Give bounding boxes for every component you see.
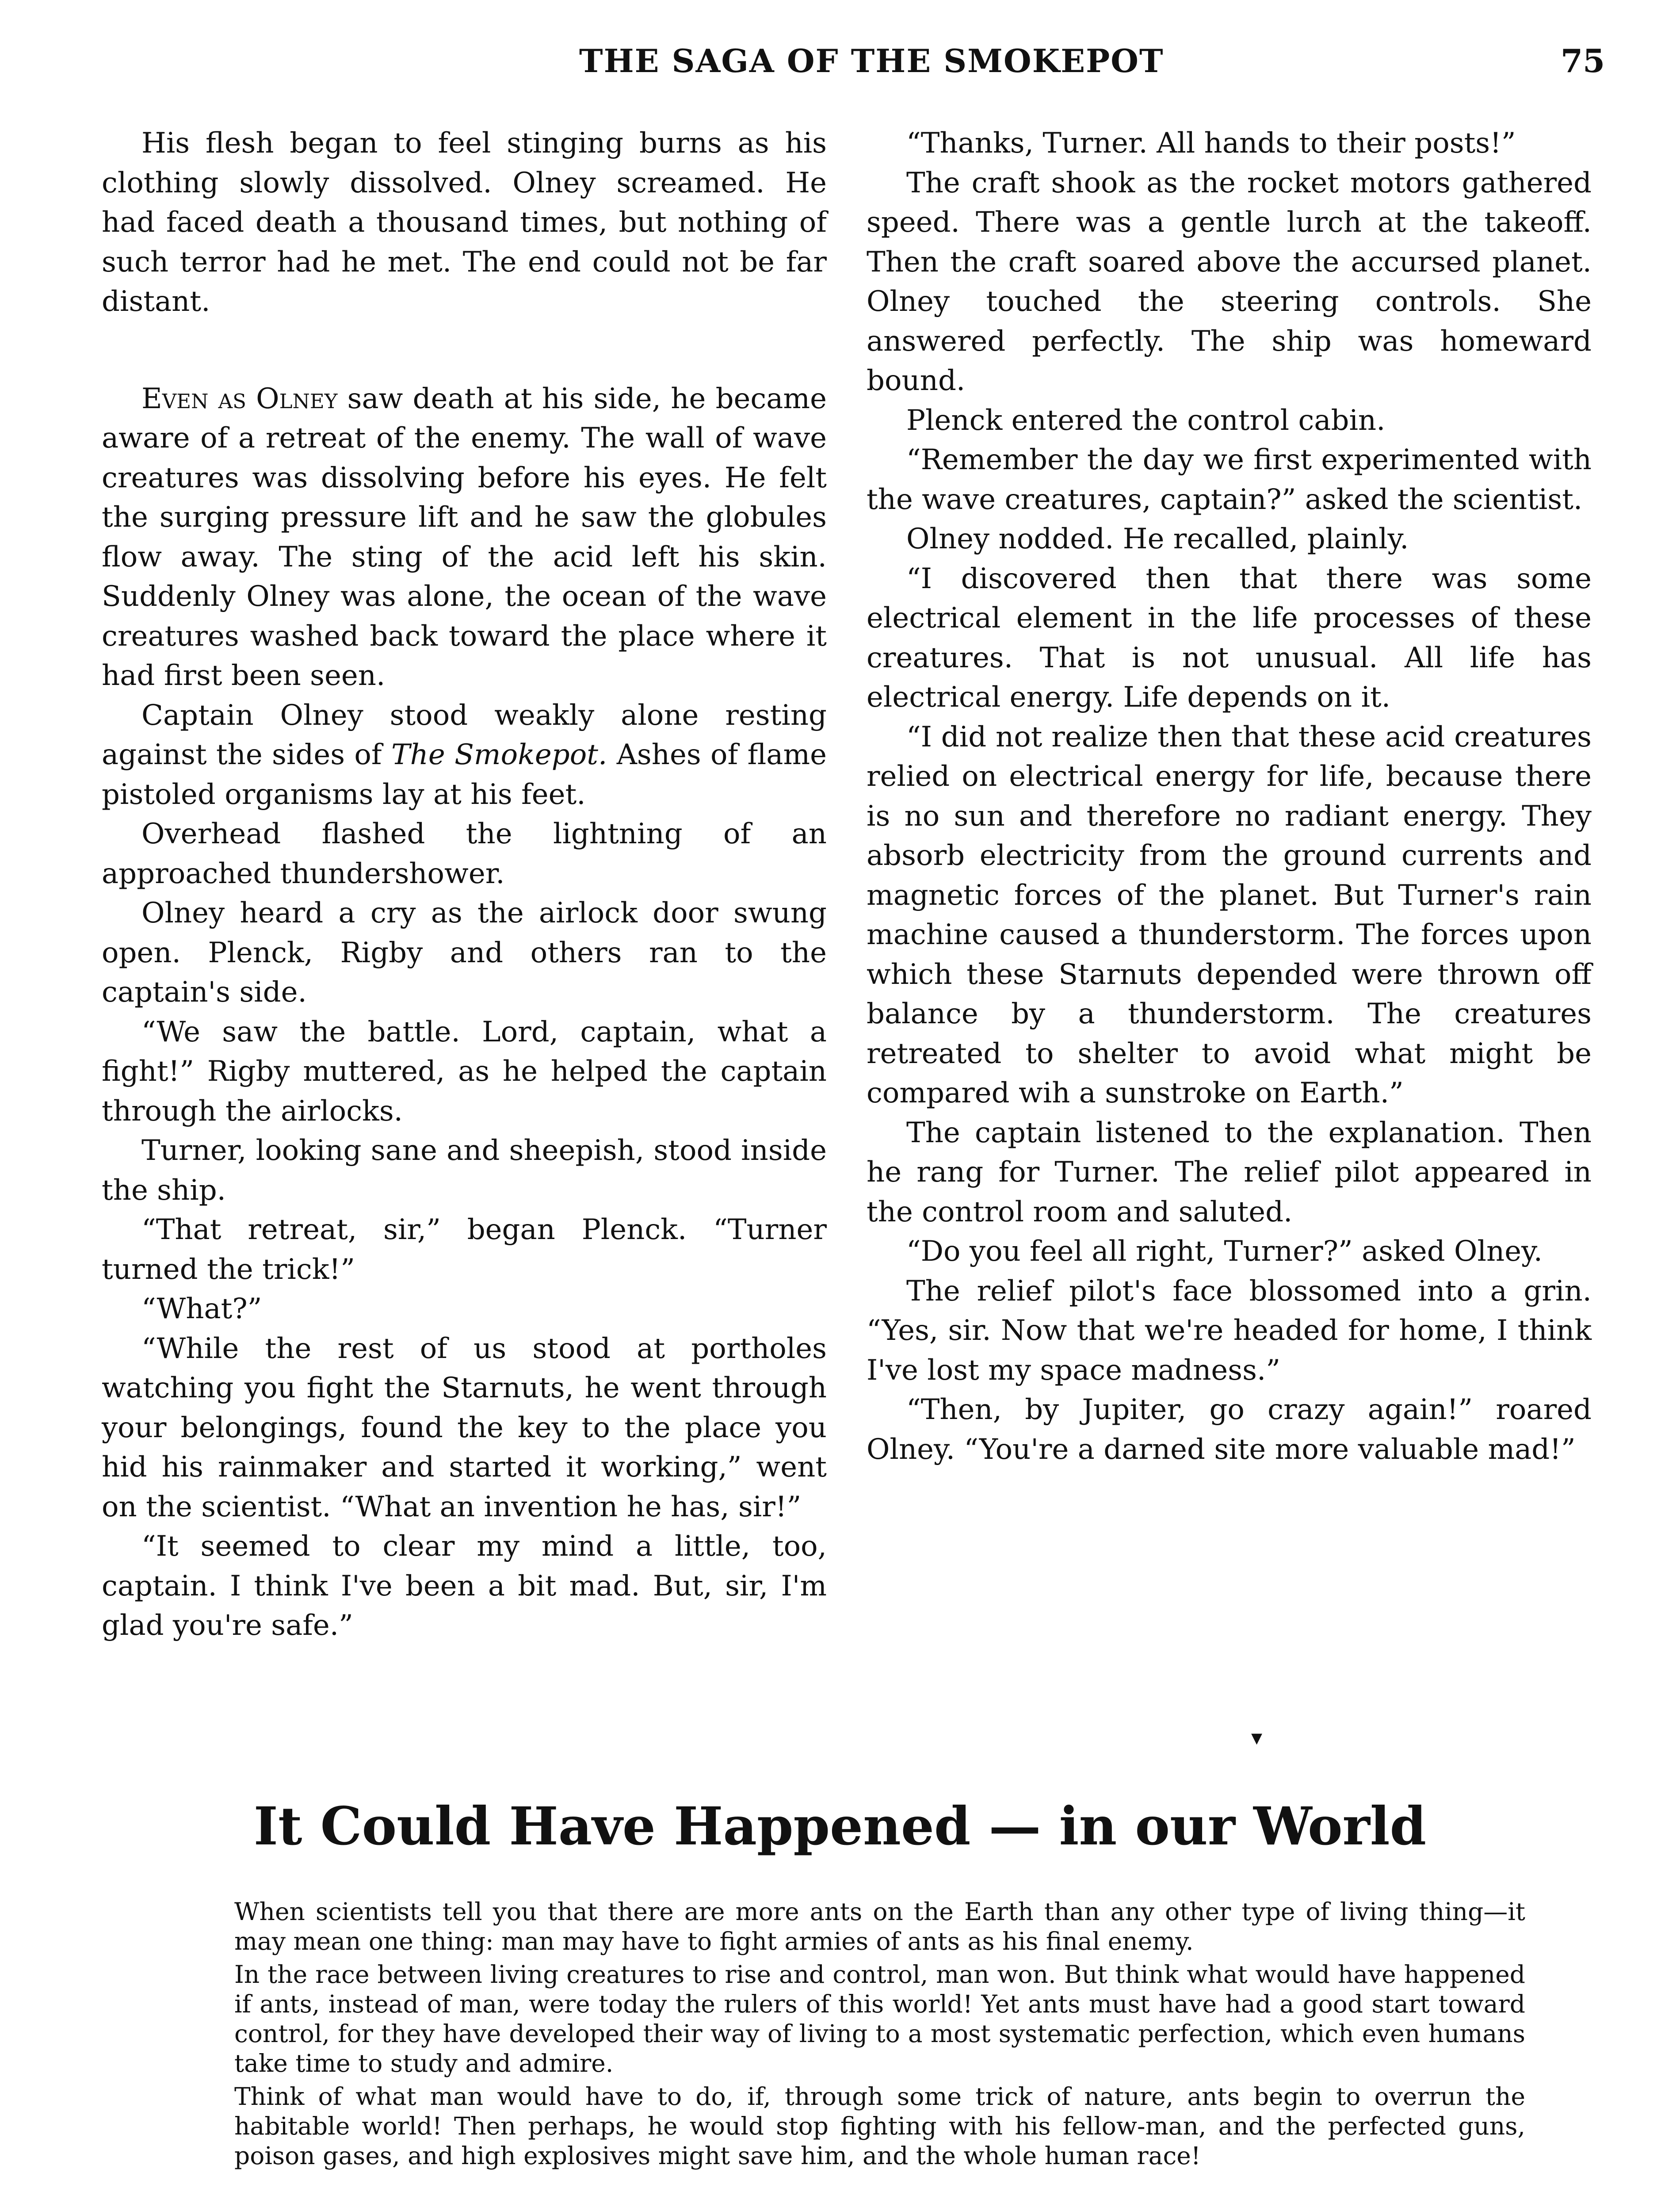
story-paragraph: “What?” — [141, 1293, 262, 1325]
story-paragraph: “Remember the day we first experimented with the wave creatures, captain?” asked the scientist. — [867, 444, 1592, 516]
story-paragraph: The relief pilot's face blossomed into a grin. “Yes, sir. Now that we're headed for home, I think I've lost my space madness.” — [867, 1274, 1592, 1387]
story-paragraph: “Then, by Jupiter, go crazy again!” roared Olney. “You're a darned site more valuable mad!” — [867, 1393, 1592, 1466]
filler-article-title: It Could Have Happened — in our World — [253, 1795, 1427, 1857]
story-paragraph: Olney heard a cry as the airlock door swung open. Plenck, Rigby and others ran to the captain's side. — [102, 897, 827, 1009]
text-run: Ashes of flame pistoled organisms lay at his feet. — [102, 738, 827, 811]
story-paragraph: The captain listened to the explanation. Then he rang for Turner. The relief pilot appeared in the control room and saluted. — [867, 1116, 1592, 1228]
story-left-column — [102, 124, 827, 1646]
story-paragraph: “Do you feel all right, Turner?” asked Olney. — [906, 1235, 1543, 1268]
section-text: saw death at his side, he became aware of a retreat of the enemy. The wall of wave creatures was dissolving before his eyes. He felt the surging pressure lift and he saw the globules flow away. The sting of the acid left his skin. Suddenly Olney was alone, the ocean of the wave creatures washed back toward the place where it had first been seen. — [102, 382, 827, 692]
story-paragraph: “I discovered then that there was some electrical element in the life processes of these creatures. That is not unusual. All life has electrical energy. Life depends on it. — [867, 562, 1592, 714]
story-paragraph: His flesh began to feel stinging burns as his clothing slowly dissolved. Olney screamed. He had faced death a thousand times, but nothing of such terror had he met. The end could not be far distant. — [102, 127, 827, 318]
filler-article-body — [234, 1897, 1525, 2174]
ship-name: The Smokepot. — [391, 738, 607, 771]
story-paragraph — [102, 696, 827, 815]
story-paragraph: “Thanks, Turner. All hands to their posts!” — [906, 127, 1516, 160]
story-paragraph: The craft shook as the rocket motors gathered speed. There was a gentle lurch at the takeoff. Then the craft soared above the accursed planet. Olney touched the steering controls. She answered perfectly. The ship was homeward bound. — [867, 166, 1592, 397]
story-paragraph: “I did not realize then that these acid creatures relied on electrical energy for life, because there is no sun and therefore no radiant energy. They absorb electricity from the ground currents and magnetic forces of the planet. But Turner's rain machine caused a thunderstorm. The forces upon which these Starnuts depended were thrown off balance by a thunderstorm. The creatures retreated to shelter to avoid what might be compared wih a sunstroke on Earth.” — [867, 720, 1592, 1109]
story-paragraph: Plenck entered the control cabin. — [906, 404, 1386, 437]
section-lead-in: Even as Olney — [141, 382, 338, 415]
story-paragraph: Olney nodded. He recalled, plainly. — [906, 523, 1409, 555]
filler-paragraph: In the race between living creatures to rise and control, man won. But think what would have happened if ants, instead of man, were today the rulers of this world! Yet ants must have had a good start toward control, for they have developed their way of living to a most systematic perfection, which even humans take time to study and admire. — [234, 1960, 1525, 2077]
story-paragraph: “It seemed to clear my mind a little, too, captain. I think I've been a bit mad. But, sir, I'm glad you're safe.” — [102, 1530, 827, 1642]
story-right-column — [867, 124, 1592, 1469]
story-paragraph-section-start — [102, 379, 827, 696]
text-run: Captain Olney stood weakly alone resting against the sides of — [102, 699, 827, 771]
story-paragraph: Overhead flashed the lightning of an approached thundershower. — [102, 818, 827, 890]
story-paragraph: “That retreat, sir,” began Plenck. “Turner turned the trick!” — [102, 1213, 827, 1286]
story-paragraph: “We saw the battle. Lord, captain, what a fight!” Rigby muttered, as he helped the captain through the airlocks. — [102, 1015, 827, 1128]
end-of-story-mark: ▾ — [1251, 1725, 1263, 1750]
running-title: THE SAGA OF THE SMOKEPOT — [579, 42, 1164, 80]
filler-paragraph: Think of what man would have to do, if, through some trick of nature, ants begin to overrun the habitable world! Then perhaps, he would stop fighting with his fellow-man, and the perfected guns, poison gases, and high explosives might save him, and the whole human race! — [234, 2082, 1525, 2170]
page-number: 75 — [1561, 42, 1605, 80]
filler-paragraph: When scientists tell you that there are more ants on the Earth than any other type of living thing—it may mean one thing: man may have to fight armies of ants as his final enemy. — [234, 1897, 1525, 1955]
story-paragraph: Turner, looking sane and sheepish, stood inside the ship. — [102, 1134, 827, 1207]
story-paragraph: “While the rest of us stood at portholes watching you fight the Starnuts, he went through your belongings, found the key to the place you hid his rainmaker and started it working,” went on the scientist. “What an invention he has, sir!” — [102, 1332, 827, 1523]
running-header — [0, 42, 1680, 95]
